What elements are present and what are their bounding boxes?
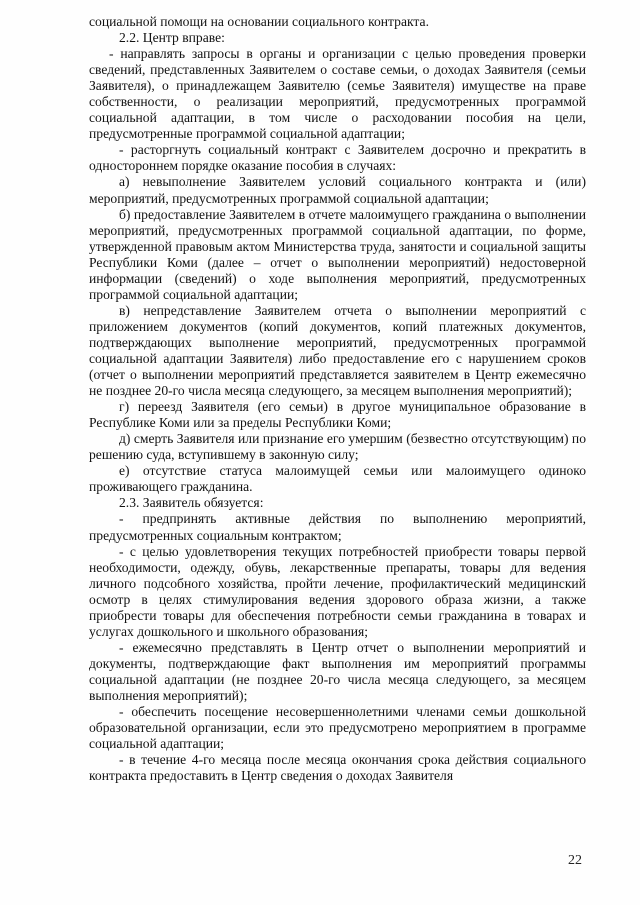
paragraph-item-d: д) смерть Заявителя или признание его умершим (безвестно отсутствующим) по решению суда, вступившему в законную силу; [89,431,586,463]
paragraph-obligation-actions: - предпринять активные действия по выполнению мероприятий, предусмотренных социальным контрактом; [89,511,586,543]
section-heading-2-2: 2.2. Центр вправе: [119,30,225,46]
paragraph-item-a: а) невыполнение Заявителем условий социального контракта и (или) мероприятий, предусмотренных программой социальной адаптации; [89,174,586,206]
paragraph-item-b: б) предоставление Заявителем в отчете малоимущего гражданина о выполнении мероприятий, предусмотренных программой социальной адаптации, по форме, утвержденной правовым актом Министерства труда, занятости и социальной защиты Республики Коми (далее – отчет о выполнении мероприятий) недостоверной информации (сведений) о ходе выполнения мероприятий, предусмотренных программой социальной адаптации; [89,206,586,302]
paragraph-obligation-report: - ежемесячно представлять в Центр отчет о выполнении мероприятий и документы, подтверждающие факт выполнения им мероприятий программы социальной адаптации (не позднее 20-го числа месяца следующего, за месяцем выполнения мероприятий); [89,639,586,703]
paragraph-item-v: в) непредставление Заявителем отчета о выполнении мероприятий с приложением документов (копий документов, копий платежных документов, подтверждающих выполнение мероприятий, предусмотренных программой социальной адаптации Заявителя) либо предоставление его с нарушением сроков (отчет о выполнении мероприятий представляется заявителем в Центр ежемесячно не позднее 20-го числа месяца следующего, за месяцем выполнения мероприятий); [89,302,586,399]
paragraph-obligation-preschool: - обеспечить посещение несовершеннолетними членами семьи дошкольной образовательной организации, если это предусмотрено мероприятием в программе социальной адаптации; [89,704,586,752]
paragraph-continuation: социальной помощи на основании социального контракта. [89,14,429,29]
paragraph-obligation-goods: - с целью удовлетворения текущих потребностей приобрести товары первой необходимости, одежду, обувь, лекарственные препараты, товары для ведения личного подсобного хозяйства, пройти лечение, профилактический медицинский осмотр в целях стимулирования ведения здорового образа жизни, а также приобрести товары для обеспечения потребности семьи гражданина в товарах и услугах дошкольного и школьного образования; [89,543,586,639]
paragraph-item-e: е) отсутствие статуса малоимущей семьи или малоимущего одиноко проживающего гражданина. [89,463,586,495]
paragraph-obligation-income: - в течение 4-го месяца после месяца окончания срока действия социального контракта предоставить в Центр сведения о доходах Заявителя [89,752,586,784]
page-number: 22 [568,853,582,868]
document-body [89,14,586,784]
paragraph-item-g: г) переезд Заявителя (его семьи) в другое муниципальное образование в Республике Коми или за пределы Республики Коми; [89,399,586,431]
paragraph-requests: - направлять запросы в органы и организации с целью проведения проверки сведений, представленных Заявителем о составе семьи, о доходах Заявителя (семьи Заявителя), о принадлежащем Заявителю (семье Заявителя) имуществе на праве собственности, о реализации мероприятий, предусмотренных программой социальной адаптации, в том числе о расходовании пособия на цели, предусмотренные программой социальной адаптации; [89,46,586,142]
section-heading-2-3: 2.3. Заявитель обязуется: [119,495,264,511]
paragraph-terminate: - расторгнуть социальный контракт с Заявителем досрочно и прекратить в одностороннем порядке оказание пособия в случаях: [89,142,586,174]
